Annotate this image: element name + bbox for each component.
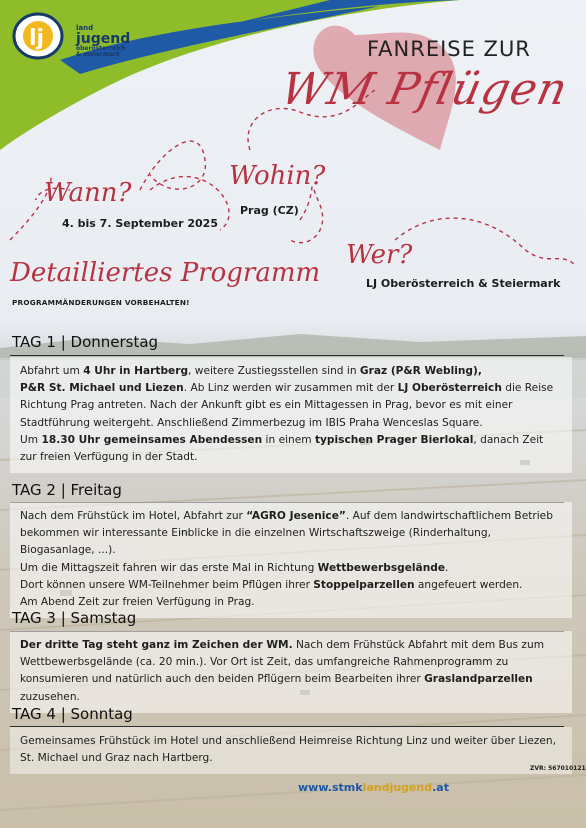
text-run: , danach Zeit zur freien Verfügung in der Stadt.	[20, 433, 544, 464]
text-run: Graslandparzellen	[424, 673, 533, 686]
program-heading: Detailliertes Programm	[10, 258, 321, 288]
day-2-body	[10, 502, 572, 618]
text-run: “AGRO Jesenice”	[246, 510, 346, 522]
text-run: Gemeinsames Frühstück im Hotel und anschließend Heimreise Richtung Linz und weiter über Liezen, St. Michael und Graz nach Hartberg.	[20, 735, 557, 765]
text-run: Nach dem Frühstück im Hotel, Abfahrt zur	[20, 510, 247, 522]
text-run: in einem	[262, 433, 315, 446]
text-run: P&R St. Michael und Liezen	[20, 382, 184, 395]
text-run: LJ Oberösterreich	[397, 382, 502, 395]
day-1-divider	[10, 355, 564, 356]
day-4-paragraph	[20, 733, 562, 767]
text-run: die Reise Richtung Prag antreten. Nach der Ankunft gibt es ein Mittagessen in Prag, bevor es mit einer Stadtführung weitergeht. Anschließend Zimmerbezug im IBIS Praha Wenceslas Square.	[20, 382, 554, 429]
website-accent: landjugend	[362, 781, 433, 794]
logo-jugend: jugend	[76, 31, 131, 47]
wohin-label: Wohin?	[229, 161, 326, 191]
text-run: Nach dem Frühstück Abfahrt mit dem Bus zum Wettbewerbsgelände (ca. 20 min.). Vor Ort ist Zeit, das umfangreiche Rahmenprogramm zu konsumieren und natürlich auch den beiden Pflügern beim Bearbeiten ihrer	[20, 639, 545, 686]
logo-sub-2: & steiermark	[76, 51, 121, 58]
text-run: 18.30 Uhr gemeinsames Abendessen	[41, 433, 263, 446]
day-2-paragraph	[20, 508, 562, 560]
wer-label: Wer?	[346, 240, 413, 270]
title-line-2: WM Pflügen	[276, 64, 573, 115]
logo-wordmark	[76, 25, 130, 58]
day-2-paragraph	[20, 560, 562, 577]
wer-value: LJ Oberösterreich & Steiermark	[366, 277, 561, 290]
text-run: Stoppelparzellen	[313, 578, 415, 591]
wann-value: 4. bis 7. September 2025	[62, 217, 218, 230]
text-run: Graz (P&R Webling),	[359, 365, 482, 377]
text-run: typischen Prager Bierlokal	[314, 433, 474, 446]
day-1-paragraph	[20, 380, 562, 432]
logo-sub-1: oberösterreich	[76, 45, 126, 52]
text-run: Um die Mittagszeit fahren wir das erste Mal in Richtung	[20, 561, 318, 574]
day-1-body	[10, 357, 572, 473]
zvr-number: ZVR: 567010121	[530, 765, 586, 772]
landjugend-logo	[10, 8, 131, 64]
text-run: angefeuert werden.	[414, 578, 523, 591]
text-run: Wettbewerbsgelände	[317, 561, 446, 574]
text-run: Dort können unsere WM-Teilnehmer beim Pflügen ihrer	[20, 578, 314, 591]
text-run: .	[445, 561, 449, 574]
day-4-heading: TAG 4 | Sonntag	[12, 705, 133, 723]
logo-land: land	[76, 24, 94, 32]
text-run: . Auf dem landwirtschaftlichem Betrieb bekommen wir interessante Einblicke in die einzelnen Wirtschaftszweige (Rinderhaltung, Biogasanlage, ...).	[20, 510, 553, 557]
text-run: Um	[20, 433, 42, 446]
program-note: PROGRAMMÄNDERUNGEN VORBEHALTEN!	[12, 298, 190, 307]
website-suffix: .at	[432, 781, 449, 794]
text-run: Am Abend Zeit zur freien Verfügung in Prag.	[20, 596, 255, 609]
title-line-1: FANREISE ZUR	[367, 37, 531, 61]
svg-text:lj: lj	[29, 26, 45, 51]
day-3-paragraph	[20, 637, 562, 706]
day-1-heading: TAG 1 | Donnerstag	[12, 333, 159, 351]
text-run: 4 Uhr in Hartberg	[83, 365, 189, 377]
day-3-heading: TAG 3 | Samstag	[12, 609, 137, 627]
text-run: zuzusehen.	[20, 690, 80, 703]
day-3-body	[10, 631, 572, 713]
text-run: Abfahrt um	[20, 365, 84, 377]
text-run: , weitere Zustiegsstellen sind in	[188, 365, 360, 377]
text-run: Der dritte Tag steht ganz im Zeichen der WM.	[20, 639, 293, 651]
wann-label: Wann?	[44, 178, 132, 208]
text-run: . Ab Linz werden wir zusammen mit der	[183, 382, 398, 395]
day-2-paragraph	[20, 577, 562, 594]
day-2-heading: TAG 2 | Freitag	[12, 481, 122, 499]
website-link[interactable]	[298, 781, 449, 794]
day-4-body	[10, 727, 572, 774]
logo-emblem	[10, 8, 66, 64]
day-1-paragraph	[20, 363, 562, 380]
website-prefix: www.stmk	[298, 781, 363, 794]
wohin-value: Prag (CZ)	[240, 204, 299, 217]
day-1-paragraph	[20, 432, 562, 466]
